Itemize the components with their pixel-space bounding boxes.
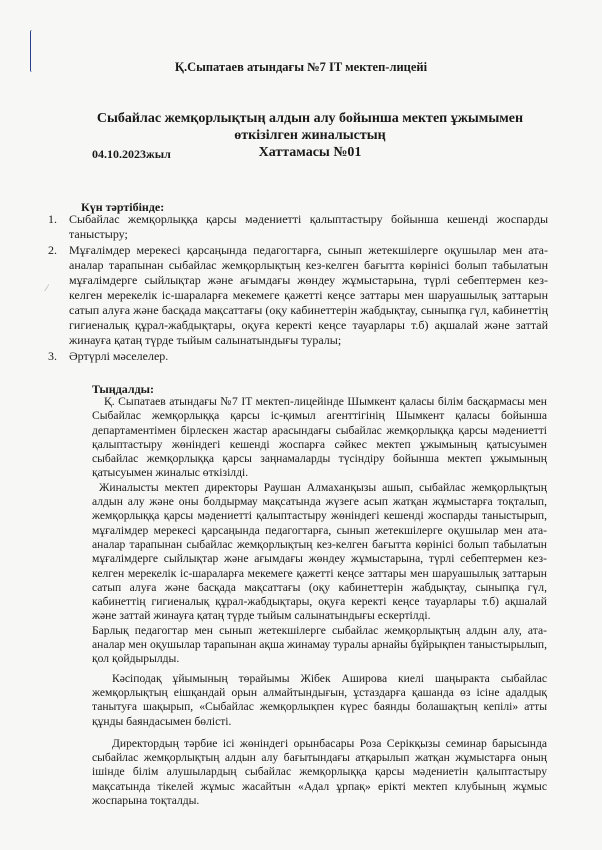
agenda-item <box>48 212 548 242</box>
title-line-3: Хаттамасы №01 <box>258 145 362 160</box>
body-paragraph: Кәсіподақ ұйымының төрайымы Жібек Аширова киелі шаңыракта сыбайлас жемқорлықтың еішқандай орын алмайтындығын, ұстаздарға қашанда өз ісіне адалдық танытуға шақырып, «Сыбайлас жемқорлықпен күрес баянды болашақтың кепілі» атты құнды баяндасымен бөлісті. <box>92 671 547 728</box>
agenda-item-text: Сыбайлас жемқорлыққа қарсы мәдениетті қалыптастыру бойынша кешенді жоспарды таныстыру; <box>69 212 548 241</box>
title-line-2: өткізілген жиналыстың <box>234 128 386 143</box>
agenda-item <box>48 349 548 364</box>
scan-speck: ⁄ <box>46 283 48 293</box>
body-paragraph: Жиналысты мектеп директоры Раушан Алмаханқызы ашып, сыбайлас жемқорлықтың алдын алу және оны болдырмау мақсатында жүзеге асып жатқан жұмыстарға тоқталып, жемқорлыққа қарсы мәдениетті қалыптастыру жөніндегі кешенді жоспарды таныстырып, мұғалімдер мерекесі қарсаңында педагогтарға, сынып жетекшілерге оқушылар мен ата-аналар тарапынан сыбайлас жемқорлықтың кез-келген бағытта көрінісі болып табылатын мұғалімдерге сыйлықтар және ағымдағы жөндеу жұмыстарына, түрлі себептермен кез-келген мерекелік іс-шараларға мекемеге қажетті кеңсе заттары мен шаруашылық заттарын сатып алуға және басқада мақсаттағы (оқу кабинеттерін жабдықтау, сыныпқа гүл, кабинеттің гигиеналық құрал-жабдықтары, оқуға керекті кеңсе тауарлары т.б) ақшалай және заттай жинауға қатаң түрде тыйым салынатындығы ескертілді. <box>92 480 547 623</box>
body-paragraph: Директордың тәрбие ісі жөніндегі орынбасары Роза Серікқызы семинар барысында сыбайлас жемқорлықтың алдын алу бағытындағы атқарылып жатқан жұмыстарға оның ішінде білім алушылардың сыбайлас жемқорлыққа қарсы мәдениетін қалыптастыру мақсатында тікелей жұмыс жасайтын «Адал ұрпақ» ерікті мектеп клубының жұмыс жоспарына тоқталды. <box>92 736 547 808</box>
agenda-heading: Күн тәртібінде: <box>81 200 165 214</box>
document-date: 04.10.2023жыл <box>92 147 171 161</box>
listened-body <box>92 395 547 808</box>
title-line-1: Сыбайлас жемқорлықтың алдын алу бойынша мектеп ұжымымен <box>96 111 524 126</box>
agenda-item-number: 3. <box>48 349 57 363</box>
agenda-item-number: 2. <box>48 243 57 257</box>
agenda-item-number: 1. <box>48 212 57 226</box>
agenda-item-text: Әртүрлі мәселелер. <box>69 349 169 363</box>
agenda-item-text: Мұғалімдер мерекесі қарсаңында педагогтарға, сынып жетекшілерге оқушылар мен ата-аналар тарапынан сыбайлас жемқорлықтың кез-келген бағытта көрінісі болып табылатын мұғалімдерге сыйлықтар және ағымдағы жөндеу жұмыстарына, түрлі себептермен кез-келген мерекелік іс-шараларға мекемеге қажетті кеңсе заттары мен шаруашылық заттарын сатып алуға және басқада мақсаттағы (оқу кабинеттерін жабдықтау, сыныпқа гүл, кабинеттің гигиеналық құрал-жабдықтары, оқуға керекті кеңсе тауарлары т.б) ақшалай және заттай жинауға қатаң түрде тыйым салынатындығы туралы; <box>69 243 548 347</box>
agenda-item <box>48 243 548 348</box>
body-paragraph: Барлық педагогтар мен сынып жетекшілерге сыбайлас жемқорлықтың алдын алу, ата-аналар мен оқушылар тарапынан ақша жинамау туралы арнайы бұйрықпен таныстырылып, қол қойдырылды. <box>92 623 547 666</box>
listened-heading: Тыңдалды: <box>92 382 155 396</box>
agenda-list <box>48 212 548 365</box>
school-name: Қ.Сыпатаев атындағы №7 IT мектеп-лицейі <box>174 60 428 74</box>
body-paragraph: Қ. Сыпатаев атындағы №7 IT мектеп-лицейінде Шымкент қаласы білім басқармасы мен Сыбайлас жемқорлыққа қарсы іс-қимыл агенттігінің Шымкент қаласы бойынша департаментімен бірлескен жастар арасындағы сыбайлас жемқорлыққа қарсы мәдениетті қалыптастыру жөніндегі кешенді жоспарға сәйкес мектеп ұжымының қатысуымен сыбайлас жемқорлыққа қарсы заңнамаларды түсіндіру бойынша мектеп ұжымының қатысуымен жиналыс өткізілді. <box>92 395 547 480</box>
